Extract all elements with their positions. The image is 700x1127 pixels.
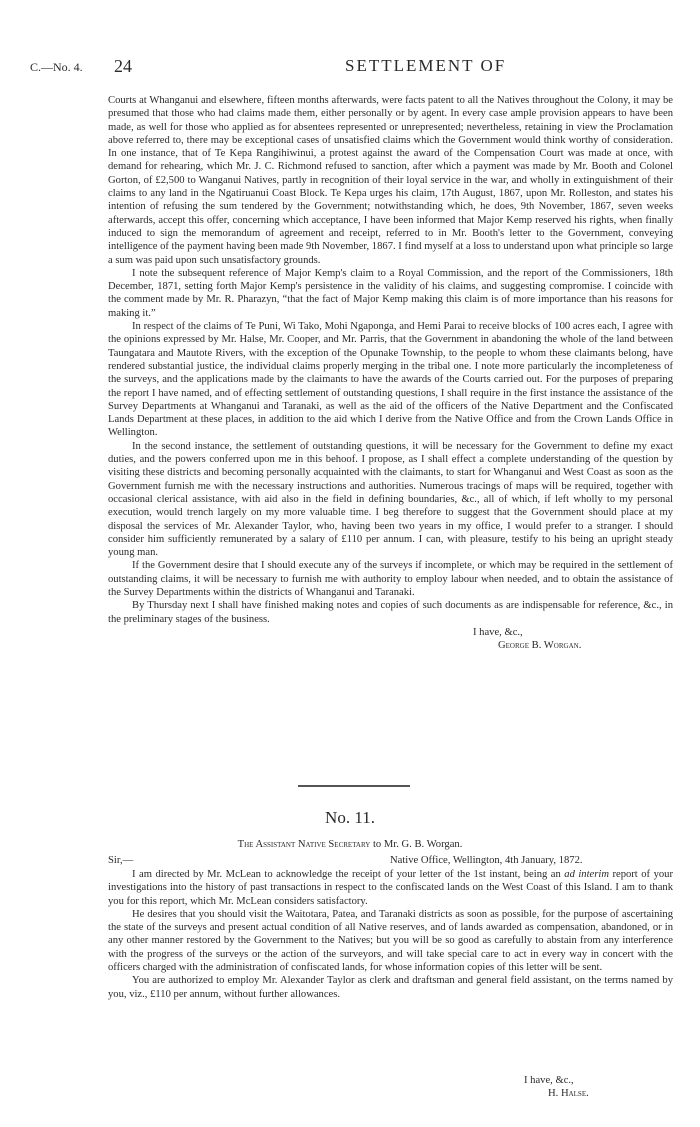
paragraph: In respect of the claims of Te Puni, Wi Tako, Mohi Ngaponga, and Hemi Parai to receive blocks of 100 acres each, I agree with the opinions expressed by Mr. Halse, Mr. Cooper, and Mr. Parris, that the Government in abandoning the whole of the land between Taungatara and Mautote Rivers, with the exception of the Opunake Township, to the people to whom these claimants belong, have rendered substantial justice, the individual claims properly merging in the tribal one. I note more particularly the incompleteness of the surveys, and the applications made by the claimants to have the awards of the Courts carried out. For the purposes of preparing the report I have named, and of effecting settlement of outstanding questions, I shall require in the first instance the assistance of the Survey Departments at Whanganui and Taranaki, as well as the aid of the officers of the Native Department and the Confiscated Lands Department at these places, in addition to the aid which I derive from the Native Office and from the Crown Lands Office in Wellington. [108, 321, 673, 439]
page-header [30, 56, 670, 82]
paragraph-text: I am directed by Mr. McLean to acknowledge the receipt of your letter of the 1st instant, being an [132, 869, 565, 880]
letter-body [108, 868, 673, 1001]
document-number: C.—No. 4. [30, 60, 83, 74]
paragraph [108, 868, 673, 908]
paragraph: By Thursday next I shall have finished making notes and copies of such documents as are indispensable for reference, &c., in the preliminary stages of the business. [108, 600, 673, 625]
signature: H. Halse. [548, 1088, 589, 1100]
sender-title: The Assistant Native Secretary [237, 839, 371, 850]
signature: George B. Worgan. [498, 640, 582, 652]
closing: I have, &c., [473, 626, 523, 638]
letter-title [0, 839, 700, 850]
recipient: to Mr. G. B. Worgan. [370, 839, 463, 850]
section-divider [298, 785, 410, 787]
paragraph: In the second instance, the settlement of outstanding questions, it will be necessary for the Government to define my exact duties, and the powers conferred upon me in this behoof. I propose, as I shall effect a complete understanding of the question by visiting these districts and becoming personally acquainted with the claimants, to start for Whanganui and West Coast as soon as the Government furnish me with the necessary instructions and authorities. Numerous tracings of maps will be required, together with occasional clerical assistance, with aid also in the field in defining boundaries, &c., all of which, if left wholly to my personal execution, would trench largely on my more valuable time. I beg therefore to suggest that the Government should place at my disposal the services of Mr. Alexander Taylor, who, having been two years in my office, I would prefer to a stranger. I should consider him sufficiently remunerated by a salary of £110 per annum. I can, with pleasure, testify to his being an upright steady young man. [108, 440, 673, 559]
salutation: Sir,— [108, 855, 134, 866]
paragraph: You are authorized to employ Mr. Alexander Taylor as clerk and draftsman and general field assistant, on the terms named by you, viz., £110 per annum, without further allowances. [108, 975, 673, 1000]
signature-block [108, 626, 673, 653]
paragraph-text: report of your investigations into the history of past transactions in respect to the confiscated lands on the West Coast of this Island. I am to thank you for this report, which Mr. McLean considers satisfactory. [108, 869, 673, 907]
letter-number: No. 11. [325, 808, 375, 827]
running-title: SETTLEMENT OF [345, 56, 507, 75]
page-number: 24 [114, 56, 132, 76]
letter-body [108, 94, 673, 652]
dateline: Native Office, Wellington, 4th January, 1872. [390, 855, 583, 866]
closing: I have, &c., [524, 1075, 574, 1086]
italic-phrase: ad interim [564, 869, 609, 880]
paragraph: If the Government desire that I should execute any of the surveys if incomplete, or which may be required in the settlement of outstanding claims, it will be necessary to furnish me with authority to employ labour when needed, and to obtain the assistance of the Survey Departments within the districts of Whanganui and Taranaki. [108, 560, 673, 598]
signature-block [108, 1074, 673, 1101]
paragraph: He desires that you should visit the Waitotara, Patea, and Taranaki districts as soon as possible, for the purpose of ascertaining the state of the surveys and present actual condition of all Native reserves, and of lands awarded as compensation, abandoned, or in any other manner restored by the Government to the Natives; but you will be so good as carefully to abstain from any interference with the progress of the surveys or the action of the surveyors, and will take special care to act in every way in concert with the officers charged with the administration of confiscated lands, for whose information copies of this letter will be sent. [108, 908, 673, 974]
paragraph: Courts at Whanganui and elsewhere, fifteen months afterwards, were facts patent to all the Natives throughout the Colony, it may be presumed that those who had claims made them, either personally or by agent. In every case ample provision appears to have been made, as well for those who applied as for absentees represented or unrepresented; nevertheless, retaining in view the Proclamation above referred to, there may be exceptional cases of unsatisfied claims which the Government would think worthy of consideration. In one instance, that of Te Kepa Rangihiwinui, a protest against the award of the Compensation Court was made at once, with demand for rehearing, which Mr. J. C. Richmond refused to sanction, after which a payment was made by Mr. Booth and Colonel Gorton, of £2,500 to Wanganui Natives, partly in recognition of their loyal service in the war, and wholly in extinguishment of their claims to any land in the Ngatiruanui Coast Block. Te Kepa urges his claim, 17th August, 1867, upon Mr. Rolleston, and states his intention of refusing the sum tendered by the Government; notwithstanding which, he does, 9th November, 1867, seven weeks afterwards, accept this offer, concerning which acceptance, I have been informed that Major Kemp reserved his rights, when finally induced to sign the memorandum of agreement and receipt, referred to in Mr. Booth's letter to the Government, conveying intelligence of the payment having been made 9th November, 1867. I find myself at a loss to understand upon what principle so large a sum was paid upon such unsatisfactory grounds. [108, 95, 673, 266]
paragraph: I note the subsequent reference of Major Kemp's claim to a Royal Commission, and the report of the Commissioners, 18th December, 1871, setting forth Major Kemp's persistence in the validity of his claims, and suggesting compromise. I coincide with the comment made by Mr. R. Pharazyn, “that the fact of Major Kemp making this claim is of more importance than his reasons for making it.” [108, 267, 673, 319]
